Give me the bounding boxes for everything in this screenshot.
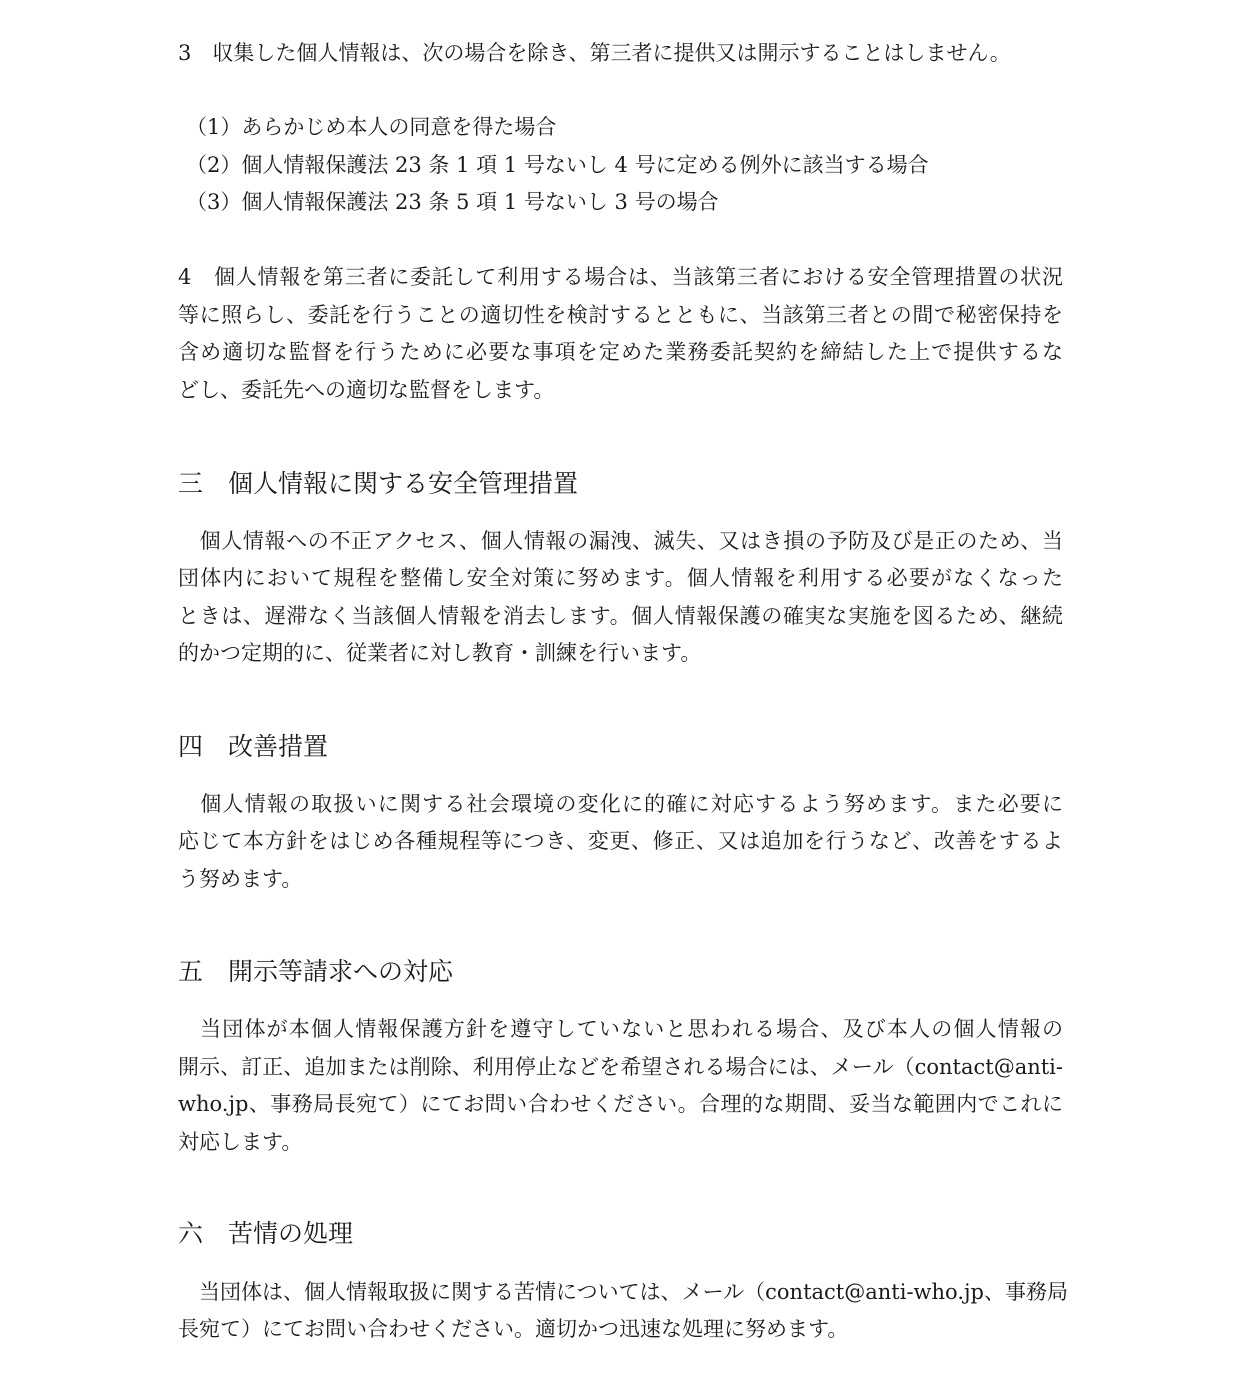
paragraph-line: う努めます。 — [178, 867, 303, 891]
paragraph-line: 長宛て）にてお問い合わせください。適切かつ迅速な処理に努めます。 — [178, 1317, 849, 1341]
section-heading-complaints: 六 苦情の処理 — [178, 1219, 354, 1248]
section-heading-security: 三 個人情報に関する安全管理措置 — [178, 469, 579, 498]
paragraph-line: 的かつ定期的に、従業者に対し教育・訓練を行います。 — [178, 641, 702, 665]
item-3-text: 3 収集した個人情報は、次の場合を除き、第三者に提供又は開示することはしません。 — [178, 41, 1011, 65]
list-item: （3）個人情報保護法 23 条 5 項 1 号ないし 3 号の場合 — [186, 190, 719, 214]
list-item: （2）個人情報保護法 23 条 1 項 1 号ないし 4 号に定める例外に該当する場合 — [186, 153, 929, 177]
paragraph-line: 当団体は、個人情報取扱に関する苦情については、メール（contact@anti-who.jp、事務局 — [178, 1280, 1068, 1304]
paragraph-line: 個人情報への不正アクセス、個人情報の漏洩、滅失、又はき損の予防及び是正のため、当 — [178, 529, 1063, 553]
paragraph-line: 個人情報の取扱いに関する社会環境の変化に的確に対応するよう努めます。また必要に — [178, 792, 1063, 816]
paragraph-line: ときは、遅滞なく当該個人情報を消去します。個人情報保護の確実な実施を図るため、継続 — [178, 604, 1063, 628]
paragraph-line: 対応します。 — [178, 1130, 303, 1154]
item-4-line: どし、委託先への適切な監督をします。 — [178, 378, 555, 402]
section-heading-disclosure: 五 開示等請求への対応 — [178, 957, 454, 986]
list-item: （1）あらかじめ本人の同意を得た場合 — [186, 115, 557, 139]
section-heading-improvement: 四 改善措置 — [178, 732, 329, 761]
paragraph-line: who.jp、事務局長宛て）にてお問い合わせください。合理的な期間、妥当な範囲内でこれに — [178, 1092, 1063, 1116]
item-4-line: 含め適切な監督を行うために必要な事項を定めた業務委託契約を締結した上で提供するな — [178, 340, 1063, 364]
paragraph-line: 開示、訂正、追加または削除、利用停止などを希望される場合には、メール（contact@anti- — [178, 1055, 1063, 1079]
item-4-line: 等に照らし、委託を行うことの適切性を検討するとともに、当該第三者との間で秘密保持を — [178, 303, 1063, 327]
paragraph-line: 応じて本方針をはじめ各種規程等につき、変更、修正、又は追加を行うなど、改善をするよ — [178, 829, 1063, 853]
paragraph-line: 当団体が本個人情報保護方針を遵守していないと思われる場合、及び本人の個人情報の — [178, 1017, 1063, 1041]
paragraph-line: 団体内において規程を整備し安全対策に努めます。個人情報を利用する必要がなくなった — [178, 566, 1063, 590]
item-4-line: 4 個人情報を第三者に委託して利用する場合は、当該第三者における安全管理措置の状況 — [178, 265, 1063, 289]
